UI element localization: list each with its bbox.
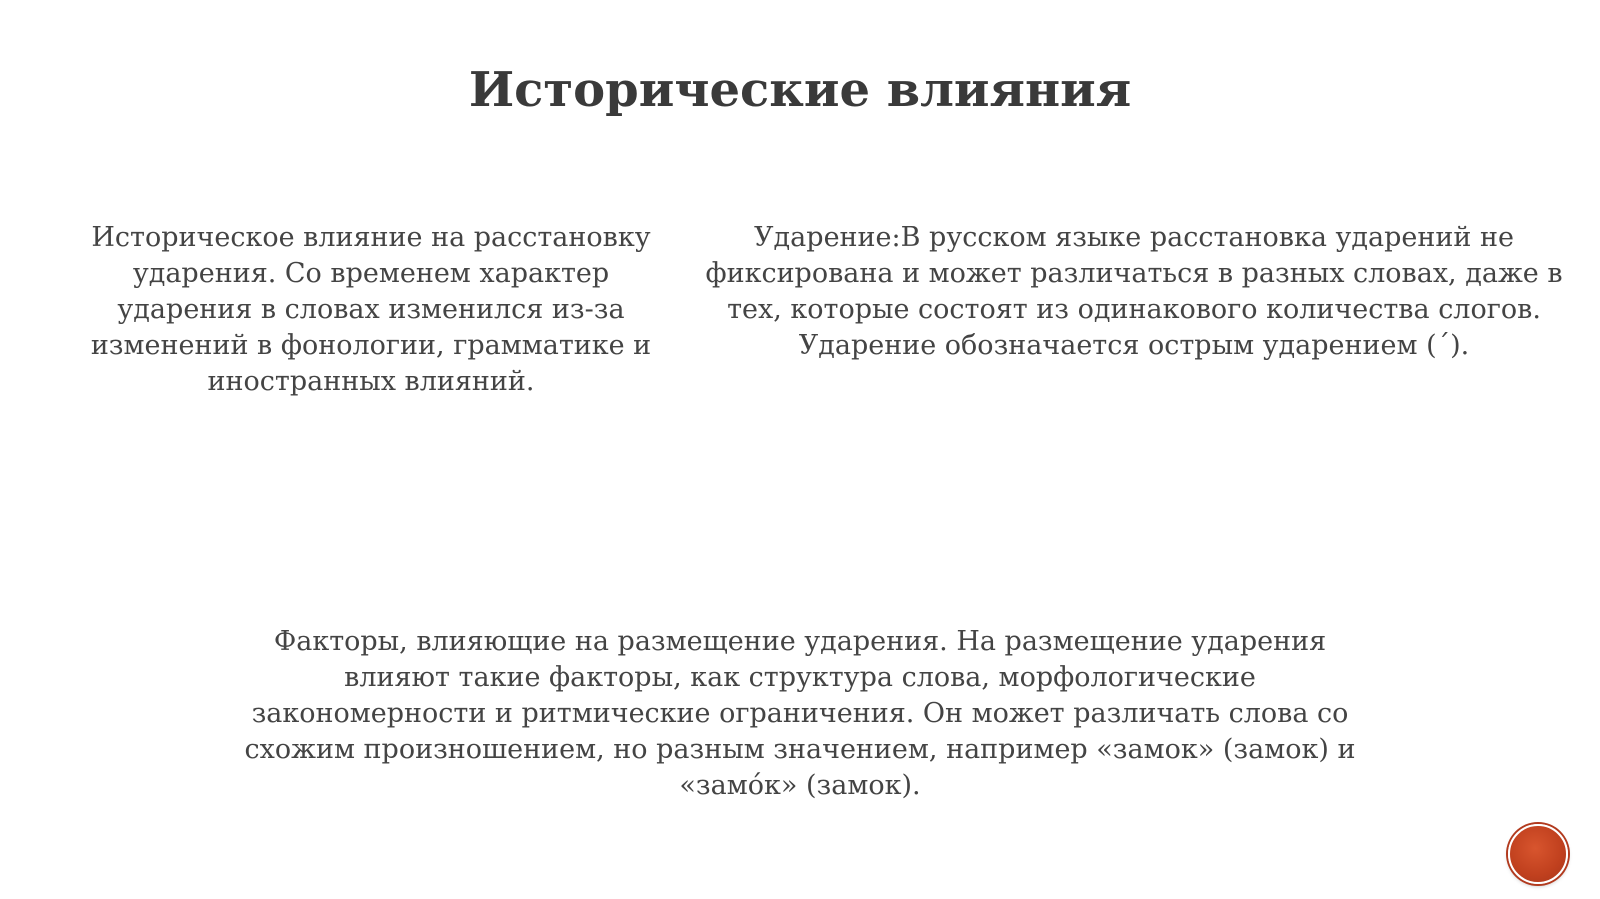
right-text-block: Ударение:В русском языке расстановка ударений не фиксирована и может различаться в разных словах, даже в тех, которые состоят из одинакового количества слогов. Ударение обозначается острым ударением (´). bbox=[705, 222, 1563, 361]
bottom-text-block: Факторы, влияющие на размещение ударения. На размещение ударения влияют такие факторы, как структура слова, морфологические закономерности и ритмические ограничения. Он может различать слова со схожим произношением, но разным значением, например «замок» (замок) и «замóк» (замок). bbox=[244, 626, 1356, 801]
slide-title: Исторические влияния bbox=[468, 62, 1132, 118]
left-text-block: Историческое влияние на расстановку ударения. Со временем характер ударения в словах изменился из-за изменений в фонологии, грамматике и иностранных влияний. bbox=[90, 222, 652, 397]
next-slide-button[interactable] bbox=[1508, 824, 1568, 884]
